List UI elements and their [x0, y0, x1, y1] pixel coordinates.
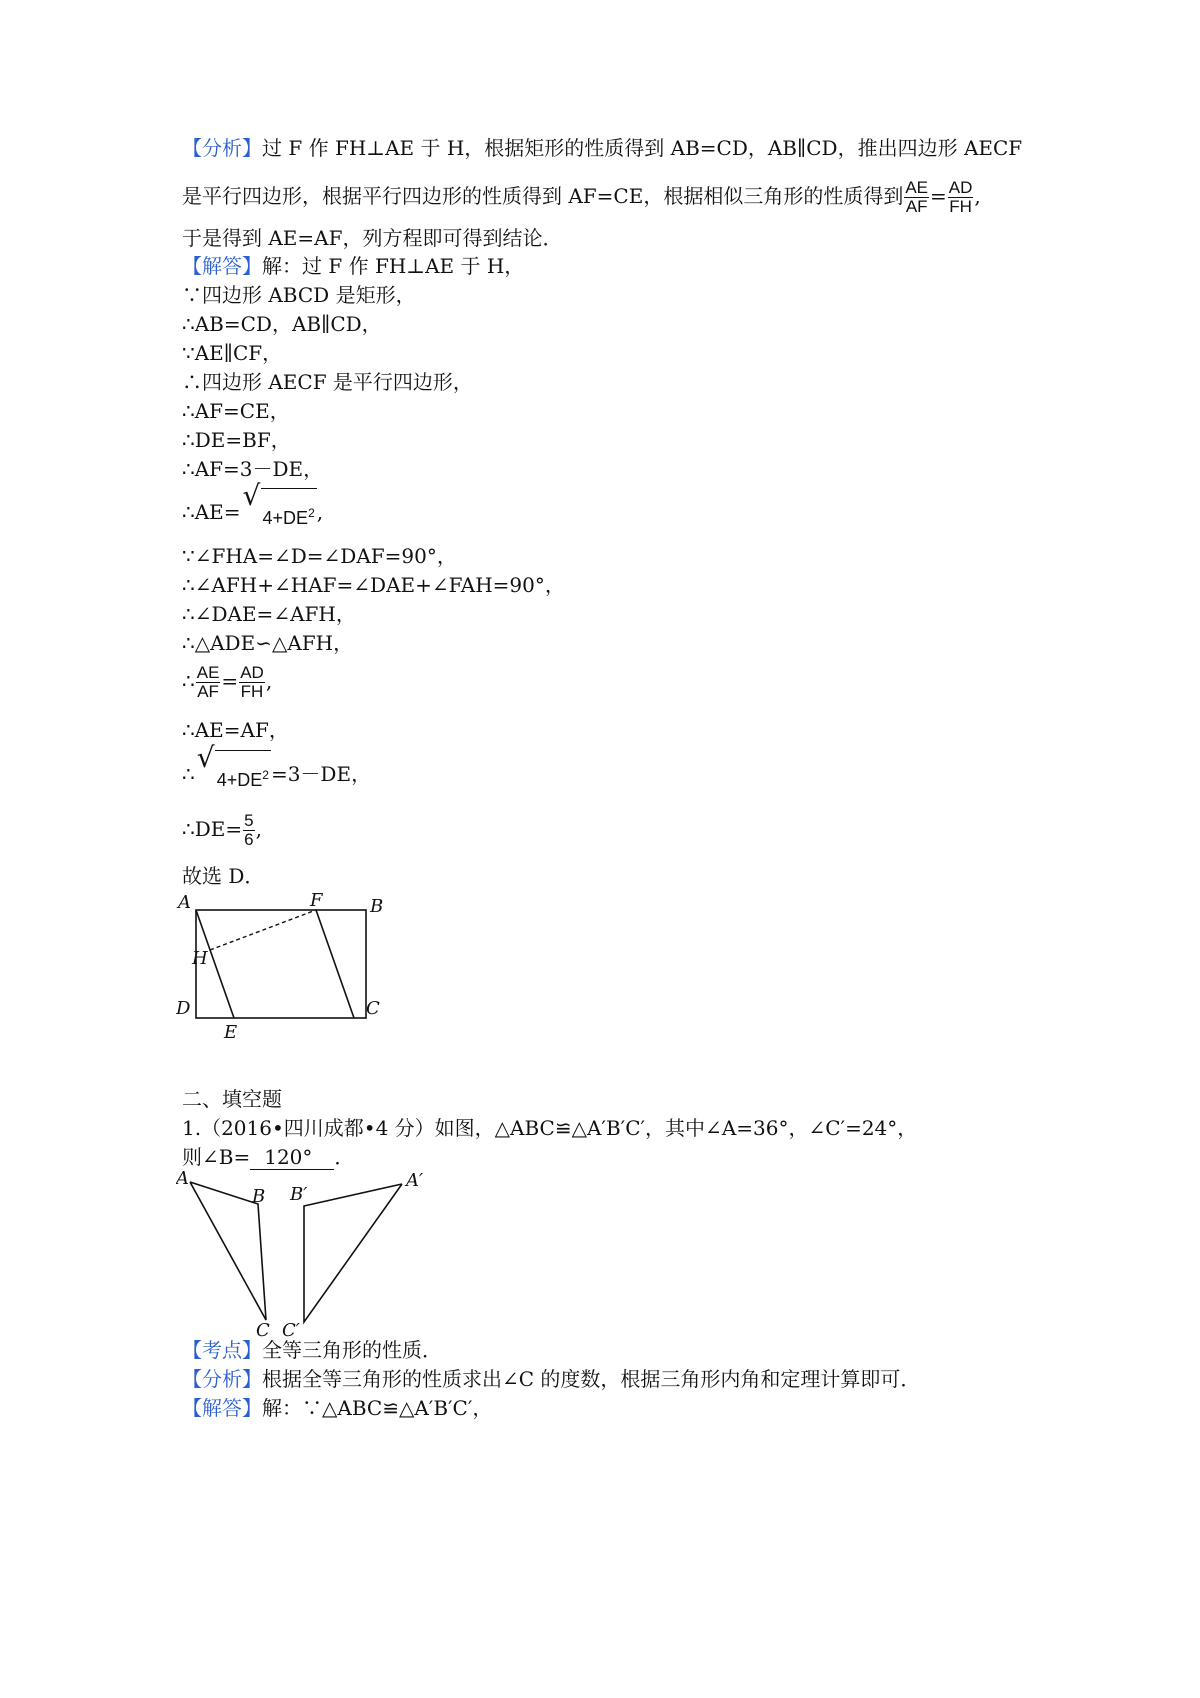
label-d: D [176, 998, 191, 1019]
radicand-exponent: 2 [308, 506, 315, 520]
fraction-numerator: AD [240, 663, 264, 682]
similar-fraction-line: ∴ $\frac{AE}{AF}$ = $\frac{AD}{FH}$ , [182, 663, 273, 701]
fraction-denominator: 6 [244, 830, 254, 849]
label-b-prime: B′ [290, 1184, 308, 1205]
analysis-tag: 【分析】 [182, 1367, 262, 1391]
therefore-sign: ∴ [182, 669, 195, 693]
analysis-tag: 【分析】 [182, 136, 262, 160]
section-title: 二、填空题 [182, 1087, 282, 1111]
fraction-five-sixths [243, 812, 254, 849]
answer-line-q1 [182, 1396, 492, 1420]
sqrt-symbol: √ [242, 479, 261, 512]
label-a: A [178, 892, 191, 913]
question-line-1: 1.（2016•四川成都•4 分）如图，△ABC≌△A′B′C′，其中∠A=36°，∠C′=24°， [182, 1116, 918, 1140]
de-result-line: ∴DE= $\frac{5}{6}$ , [182, 811, 262, 849]
fraction-denominator: FH [949, 197, 972, 216]
label-f: F [310, 892, 323, 911]
fraction-ad-fh [948, 179, 974, 216]
answer-tag: 【解答】 [182, 254, 262, 278]
answer-step: ∴AE=AF， [182, 718, 289, 742]
fraction-numerator: AD [948, 178, 973, 197]
segment-fc [316, 910, 354, 1018]
triangles-diagram [176, 1170, 426, 1338]
question-prefix: 则∠B= [182, 1145, 251, 1169]
analysis-line-1 [182, 136, 1022, 160]
answer-step: ∵AE∥CF， [182, 341, 283, 365]
point-text: 全等三角形的性质． [262, 1338, 442, 1362]
fraction-denominator: AF [905, 197, 928, 216]
sqrt-expression [196, 741, 271, 801]
answer-step: ∴∠DAE=∠AFH， [182, 602, 356, 626]
fraction-denominator: FH [240, 682, 264, 701]
therefore-sign: ∴ [182, 762, 195, 786]
choice-line: 故选 D． [182, 864, 265, 888]
radicand: 4+DE [262, 508, 309, 528]
answer-step: ∵四边形 ABCD 是矩形， [182, 283, 416, 307]
rectangle-abcd [196, 910, 366, 1018]
label-b: B [370, 896, 384, 917]
fraction-ad-fh-2 [239, 664, 265, 701]
rectangle-diagram [176, 892, 386, 1042]
analysis-line-q1 [182, 1367, 920, 1391]
answer-text: 解：∵△ABC≌△A′B′C′， [262, 1396, 493, 1420]
answer-step: ∴AF=3－DE， [182, 457, 324, 481]
answer-step: ∴△ADE∽△AFH， [182, 631, 354, 655]
fraction-ae-af [904, 179, 929, 216]
equation-line [182, 741, 372, 801]
label-a: A [176, 1170, 189, 1189]
radicand-exponent: 2 [262, 768, 269, 782]
label-b: B [252, 1186, 266, 1207]
label-c-prime: C′ [282, 1320, 300, 1338]
label-a-prime: A′ [406, 1170, 424, 1191]
triangle-abc-prime [304, 1184, 402, 1322]
ae-prefix: ∴AE= [182, 500, 241, 524]
triangles-figure [176, 1170, 426, 1338]
question-suffix: ． [334, 1145, 355, 1169]
answer-step: ∴四边形 AECF 是平行四边形， [182, 370, 473, 394]
point-tag: 【考点】 [182, 1338, 262, 1362]
rectangle-figure [176, 892, 386, 1042]
fraction-numerator: AE [196, 663, 220, 682]
label-c: C [256, 1320, 270, 1338]
answer-step: ∴DE=BF， [182, 428, 291, 452]
sqrt-symbol: √ [196, 741, 215, 774]
answer-tag: 【解答】 [182, 1396, 262, 1420]
answer-intro-text: 解：过 F 作 FH⊥AE 于 H， [262, 254, 525, 278]
question-line-2 [182, 1145, 354, 1170]
analysis-text: 根据全等三角形的性质求出∠C 的度数，根据三角形内角和定理计算即可． [262, 1367, 921, 1391]
label-h: H [192, 948, 208, 969]
fraction-ae-af-2 [196, 664, 221, 701]
analysis-line-3: 于是得到 AE=AF，列方程即可得到结论． [182, 226, 563, 250]
answer-step: ∴AF=CE， [182, 399, 290, 423]
answer-blank: 120° [250, 1145, 334, 1170]
analysis-text-1: 过 F 作 FH⊥AE 于 H，根据矩形的性质得到 AB=CD，AB∥CD，推出四边形 AECF [262, 136, 1023, 160]
radicand: 4+DE [216, 770, 263, 790]
label-e: E [224, 1022, 238, 1042]
analysis-line-2: 是平行四边形，根据平行四边形的性质得到 AF=CE，根据相似三角形的性质得到 $\frac{AE}{AF}$ = $\frac{AD}{FH}$ , [182, 178, 981, 216]
answer-step: ∴AB=CD，AB∥CD， [182, 312, 382, 336]
equation-suffix: =3－DE， [270, 762, 372, 786]
point-line [182, 1338, 442, 1362]
answer-step: ∴∠AFH+∠HAF=∠DAE+∠FAH=90°， [182, 573, 565, 597]
analysis-text-2: 是平行四边形，根据平行四边形的性质得到 AF=CE，根据相似三角形的性质得到 [182, 184, 904, 208]
answer-intro [182, 254, 524, 278]
fraction-numerator: 5 [244, 811, 254, 830]
de-prefix: ∴DE= [182, 817, 243, 841]
fraction-numerator: AE [905, 178, 929, 197]
fraction-denominator: AF [197, 682, 219, 701]
answer-step: ∵∠FHA=∠D=∠DAF=90°， [182, 544, 457, 568]
segment-fh-dashed [210, 910, 316, 950]
ae-sqrt-line: ∴AE= √ $4+DE^2$ , [182, 488, 323, 539]
label-c: C [366, 998, 380, 1019]
